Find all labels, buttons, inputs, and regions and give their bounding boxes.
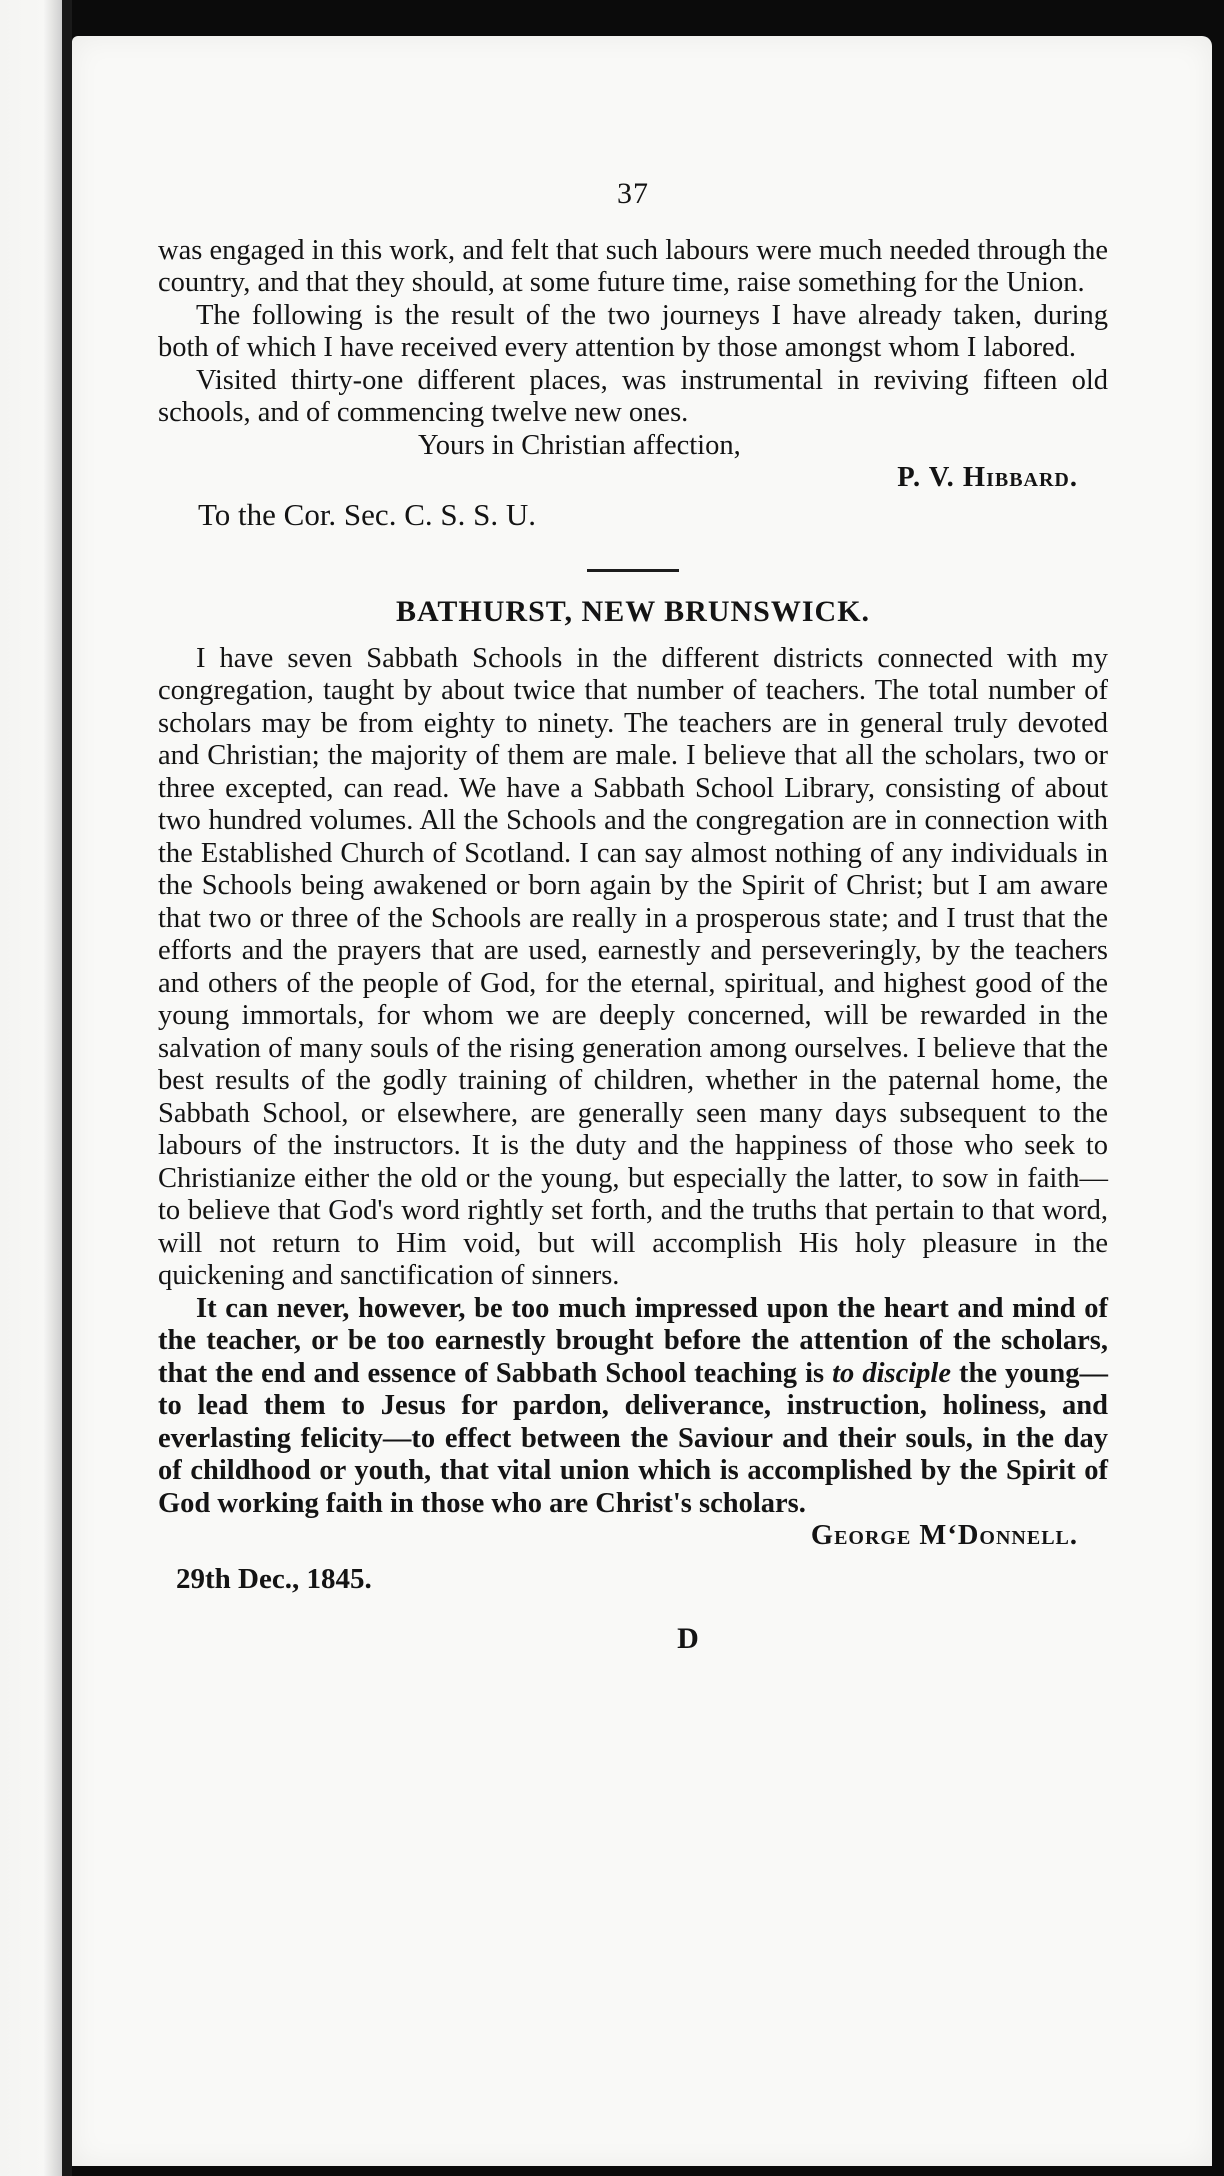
letter1-paragraph-2: The following is the result of the two journeys I have already taken, during both of which I have received every attention by those amongst whom I labored. xyxy=(158,299,1108,363)
paragraph-2-text-start: It can never, however, be too much impressed upon the heart and mind of the teacher, or be too earnestly brought before the attention of the scholars, that the end and essence of Sabbath School teaching is xyxy=(158,1292,1108,1389)
letter1-addressee: To the Cor. Sec. C. S. S. U. xyxy=(198,496,536,532)
letter1-signature: P. V. Hibbard. xyxy=(897,462,1078,493)
section-heading: BATHURST, NEW BRUNSWICK. xyxy=(395,595,871,628)
paragraph-2-text-end: the young—to lead them to Jesus for pardon, deliverance, instruction, holiness, and everlasting felicity—to effect between the Saviour and their souls, in the day of childhood or youth, that vital union which is accomplished by the Spirit of God working faith in those who are Christ's scholars. xyxy=(158,1357,1108,1519)
adjacent-page-edge xyxy=(0,0,62,2176)
signature-mark: D xyxy=(677,1622,699,1655)
letter2-date: 29th Dec., 1845. xyxy=(176,1562,372,1595)
page-content xyxy=(158,178,1108,1656)
letter1-closing: Yours in Christian affection, xyxy=(418,429,741,461)
letter2-paragraph-2 xyxy=(158,1293,1108,1521)
letter1-paragraph-1: was engaged in this work, and felt that such labours were much needed through the country, and that they should, at some future time, raise something for the Union. xyxy=(158,234,1108,298)
emphasis-to-disciple: to disciple xyxy=(832,1357,951,1389)
book-gutter xyxy=(62,0,72,2176)
section-divider xyxy=(587,569,679,572)
page-number: 37 xyxy=(617,177,649,210)
letter1-paragraph-3: Visited thirty-one different places, was instrumental in reviving fifteen old schools, and of commencing twelve new ones. xyxy=(158,364,1108,428)
book-page xyxy=(72,36,1212,2166)
letter2-paragraph-1: I have seven Sabbath Schools in the different districts connected with my congregation, taught by about twice that number of teachers. The total number of scholars may be from eighty to ninety. The teachers are in general truly devoted and Christian; the majority of them are male. I believe that all the scholars, two or three excepted, can read. We have a Sabbath School Library, consisting of about two hundred volumes. All the Schools and the congregation are in connection with the Established Church of Scotland. I can say almost nothing of any individuals in the Schools being awakened or born again by the Spirit of Christ; but I am aware that two or three of the Schools are really in a prosperous state; and I trust that the efforts and the prayers that are used, earnestly and perseveringly, by the teachers and others of the people of God, for the eternal, spiritual, and highest good of the young immortals, for whom we are deeply concerned, will be rewarded in the salvation of many souls of the rising generation among ourselves. I believe that the best results of the godly training of children, whether in the paternal home, the Sabbath School, or elsewhere, are generally seen many days subsequent to the labours of the instructors. It is the duty and the happiness of those who seek to Christianize either the old or the young, but especially the latter, to sow in faith—to believe that God's word rightly set forth, and the truths that pertain to that word, will not return to Him void, but will accomplish His holy pleasure in the quickening and sanctification of sinners. xyxy=(158,642,1108,1291)
letter2-signature: George M‘Donnell. xyxy=(810,1520,1078,1551)
